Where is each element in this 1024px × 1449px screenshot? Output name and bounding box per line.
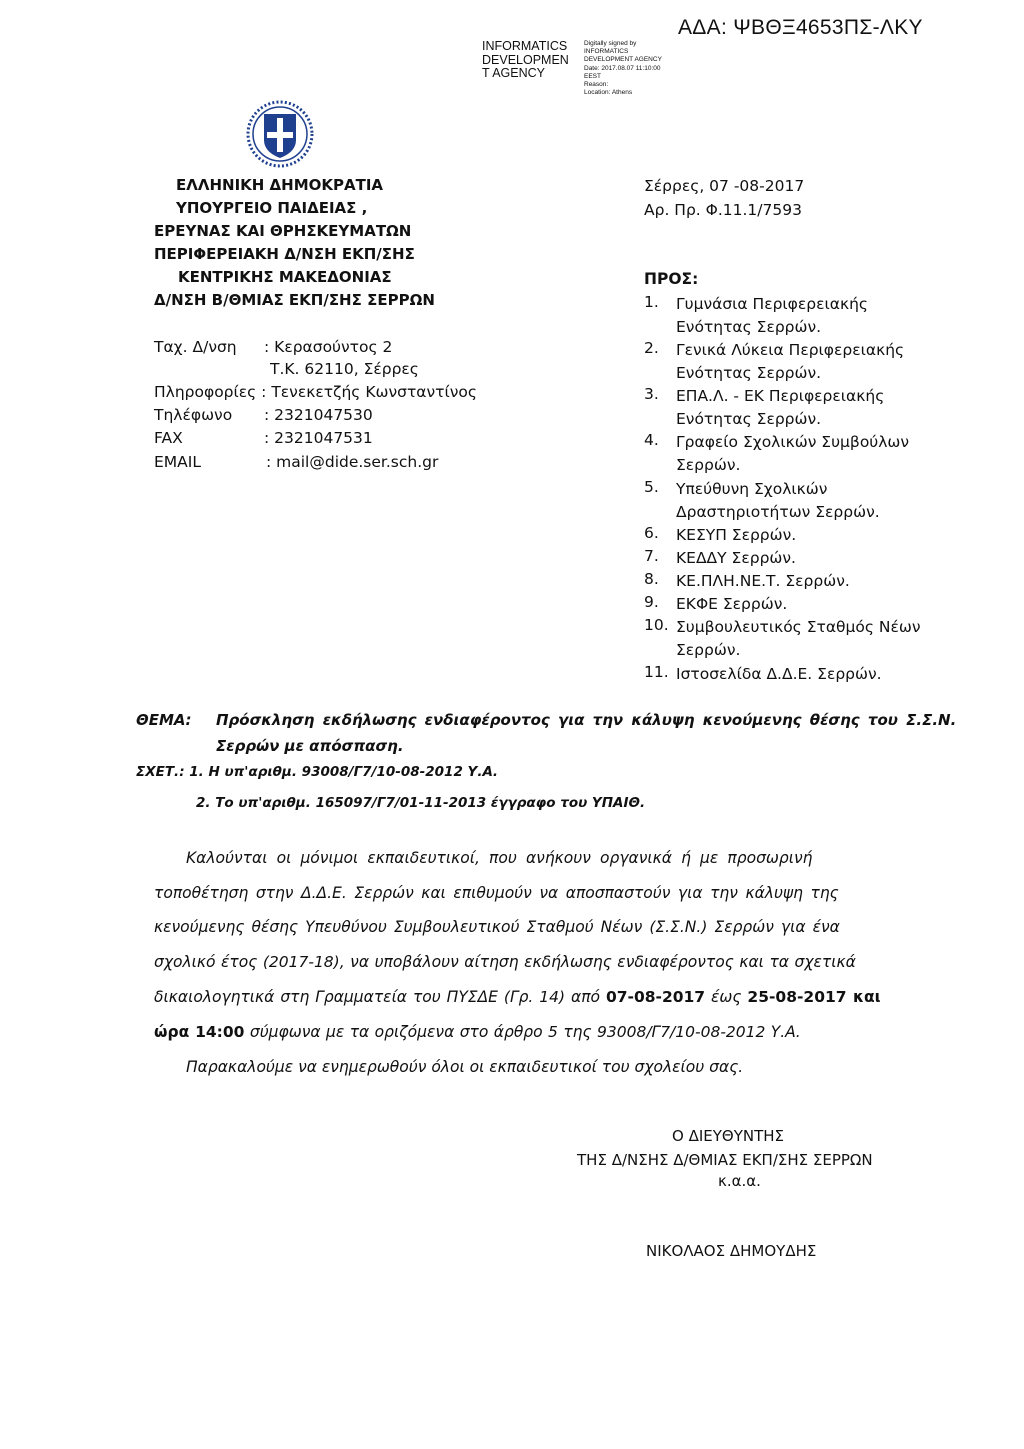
recipient-line: Ενότητας Σερρών.: [676, 364, 822, 382]
digital-signature-details: [584, 40, 662, 97]
recipient-line: Ενότητας Σερρών.: [676, 410, 822, 428]
recipient-number: 7.: [644, 547, 659, 565]
recipient-line: ΕΚΦΕ Σερρών.: [676, 595, 788, 613]
recipient-line: Σερρών.: [676, 641, 741, 659]
body-text: δικαιολογητικά στη Γραμματεία του ΠΥΣΔΕ (Γρ. 14) από: [154, 988, 606, 1006]
address-label: Ταχ. Δ/νση: [154, 338, 237, 356]
recipient-line: Συμβουλευτικός Σταθμός Νέων: [676, 618, 921, 636]
postal-value: Τ.Κ. 62110, Σέρρες: [270, 360, 419, 378]
recipient-item: [676, 593, 787, 616]
header-line-country: ΕΛΛΗΝΙΚΗ ΔΗΜΟΚΡΑΤΙΑ: [176, 176, 384, 194]
info-line: Πληροφορίες : Τενεκετζής Κωνσταντίνος: [154, 383, 477, 401]
digital-signature-org: [482, 40, 569, 81]
fax-value: : 2321047531: [264, 429, 373, 447]
recipient-item: [676, 663, 882, 686]
phone-label: Τηλέφωνο: [154, 406, 233, 424]
signature-detail-line: DEVELOPMENT AGENCY: [584, 56, 662, 64]
body-line-4: σχολικό έτος (2017-18), να υποβάλουν αίτηση εκδήλωσης ενδιαφέροντος και τα σχετικά: [154, 953, 856, 971]
signature-detail-line: INFORMATICS: [584, 48, 629, 56]
recipient-line: Ιστοσελίδα Δ.Δ.Ε. Σερρών.: [676, 665, 882, 683]
recipient-line: Σερρών.: [676, 456, 741, 474]
deadline-time: ώρα 14:00: [154, 1023, 245, 1041]
header-line-regional: ΠΕΡΙΦΕΡΕΙΑΚΗ Δ/ΝΣΗ ΕΚΠ/ΣΗΣ: [154, 245, 415, 263]
recipient-item: [676, 478, 880, 524]
header-line-ministry: ΥΠΟΥΡΓΕΙΟ ΠΑΙΔΕΙΑΣ ,: [176, 199, 368, 217]
recipient-number: 9.: [644, 593, 659, 611]
signature-detail-line: Date: 2017.08.07 11:10:00: [584, 64, 661, 72]
recipient-line: Δραστηριοτήτων Σερρών.: [676, 503, 880, 521]
recipient-item: [676, 431, 909, 477]
ada-code: ΑΔΑ: ΨΒΘΞ4653ΠΣ-ΛΚΥ: [678, 16, 923, 39]
email-value[interactable]: : mail@dide.ser.sch.gr: [266, 453, 439, 471]
body-line-6: [154, 1023, 801, 1041]
recipient-number: 3.: [644, 385, 659, 403]
phone-value: : 2321047530: [264, 406, 373, 424]
recipient-number: 6.: [644, 524, 659, 542]
recipient-item: [676, 547, 796, 570]
body-text: σύμφωνα με τα οριζόμενα στο άρθρο 5 της 93008/Γ7/10-08-2012 Υ.Α.: [244, 1023, 801, 1041]
signatory-name: ΝΙΚΟΛΑΟΣ ΔΗΜΟΥΔΗΣ: [646, 1242, 817, 1260]
recipient-line: Υπεύθυνη Σχολικών: [676, 480, 828, 498]
signature-org-line: DEVELOPMEN: [482, 52, 569, 67]
recipient-item: [676, 524, 796, 547]
recipient-number: 5.: [644, 478, 659, 496]
recipient-line: Γενικά Λύκεια Περιφερειακής: [676, 341, 905, 359]
header-line-region: ΚΕΝΤΡΙΚΗΣ ΜΑΚΕΔΟΝΙΑΣ: [178, 268, 392, 286]
recipient-line: ΚΕ.ΠΛΗ.ΝΕ.Τ. Σερρών.: [676, 572, 850, 590]
body-line-5: [154, 988, 881, 1006]
greek-coat-of-arms-icon: [246, 100, 314, 168]
signature-title-2: ΤΗΣ Δ/ΝΣΗΣ Δ/ΘΜΙΑΣ ΕΚΠ/ΣΗΣ ΣΕΡΡΩΝ: [577, 1151, 873, 1169]
recipient-item: [676, 616, 921, 662]
recipient-number: 11.: [644, 663, 669, 681]
signature-detail-line: Digitally signed by: [584, 40, 637, 47]
protocol-number: Αρ. Πρ. Φ.11.1/7593: [644, 201, 802, 219]
recipient-line: ΚΕΔΔΥ Σερρών.: [676, 549, 796, 567]
related-line-1: ΣΧΕΤ.: 1. Η υπ'αριθμ. 93008/Γ7/10-08-2012 Υ.Α.: [136, 764, 499, 780]
recipient-line: ΚΕΣΥΠ Σερρών.: [676, 526, 797, 544]
recipient-item: [676, 339, 904, 385]
fax-label: FAX: [154, 429, 183, 447]
recipient-item: [676, 385, 884, 431]
recipients-title: ΠΡΟΣ:: [644, 270, 699, 288]
body-line-2: τοποθέτηση στην Δ.Δ.Ε. Σερρών και επιθυμούν να αποσπαστούν για την κάλυψη της: [154, 884, 839, 902]
email-label: EMAIL: [154, 453, 201, 471]
recipient-number: 4.: [644, 431, 659, 449]
subject-line-1: Πρόσκληση εκδήλωσης ενδιαφέροντος για την κάλυψη κενούμενης θέσης του Σ.Σ.Ν.: [216, 711, 957, 729]
body-line-7: Παρακαλούμε να ενημερωθούν όλοι οι εκπαιδευτικοί του σχολείου σας.: [186, 1058, 744, 1076]
recipient-number: 2.: [644, 339, 659, 357]
signature-detail-line: Reason:: [584, 81, 609, 89]
signature-kaa: κ.α.α.: [718, 1172, 761, 1190]
recipient-line: Γραφείο Σχολικών Συμβούλων: [676, 433, 910, 451]
signature-title-1: Ο ΔΙΕΥΘΥΝΤΗΣ: [672, 1127, 785, 1145]
signature-detail-line: EEST: [584, 72, 601, 80]
related-line-2: 2. Το υπ'αριθμ. 165097/Γ7/01-11-2013 έγγραφο του ΥΠΑΙΘ.: [196, 795, 646, 811]
recipient-line: Γυμνάσια Περιφερειακής: [676, 295, 869, 313]
subject-label: ΘΕΜΑ:: [136, 711, 192, 729]
recipient-line: Ενότητας Σερρών.: [676, 318, 822, 336]
header-line-ministry-2: ΕΡΕΥΝΑΣ ΚΑΙ ΘΡΗΣΚΕΥΜΑΤΩΝ: [154, 222, 412, 240]
start-date: 07-08-2017: [605, 988, 706, 1006]
body-line-3: κενούμενης θέσης Υπευθύνου Συμβουλευτικού Σταθμού Νέων (Σ.Σ.Ν.) Σερρών για ένα: [154, 918, 840, 936]
recipient-item: [676, 293, 868, 339]
recipient-number: 8.: [644, 570, 659, 588]
recipient-number: 10.: [644, 616, 669, 634]
body-line-1: Καλούνται οι μόνιμοι εκπαιδευτικοί, που ανήκουν οργανικά ή με προσωρινή: [186, 849, 813, 867]
subject-line-2: Σερρών με απόσπαση.: [216, 737, 404, 755]
signature-detail-line: Location: Athens: [584, 89, 633, 97]
signature-org-line: T AGENCY: [482, 66, 545, 80]
address-value: : Κερασούντος 2: [264, 338, 393, 356]
end-date: 25-08-2017 και: [747, 988, 881, 1006]
document-date: Σέρρες, 07 -08-2017: [644, 177, 805, 195]
recipient-line: ΕΠΑ.Λ. - ΕΚ Περιφερειακής: [676, 387, 885, 405]
signature-org-line: INFORMATICS: [482, 39, 568, 53]
body-text: έως: [705, 988, 748, 1006]
recipient-item: [676, 570, 850, 593]
recipient-number: 1.: [644, 293, 659, 311]
header-line-directorate: Δ/ΝΣΗ Β/ΘΜΙΑΣ ΕΚΠ/ΣΗΣ ΣΕΡΡΩΝ: [154, 291, 435, 309]
